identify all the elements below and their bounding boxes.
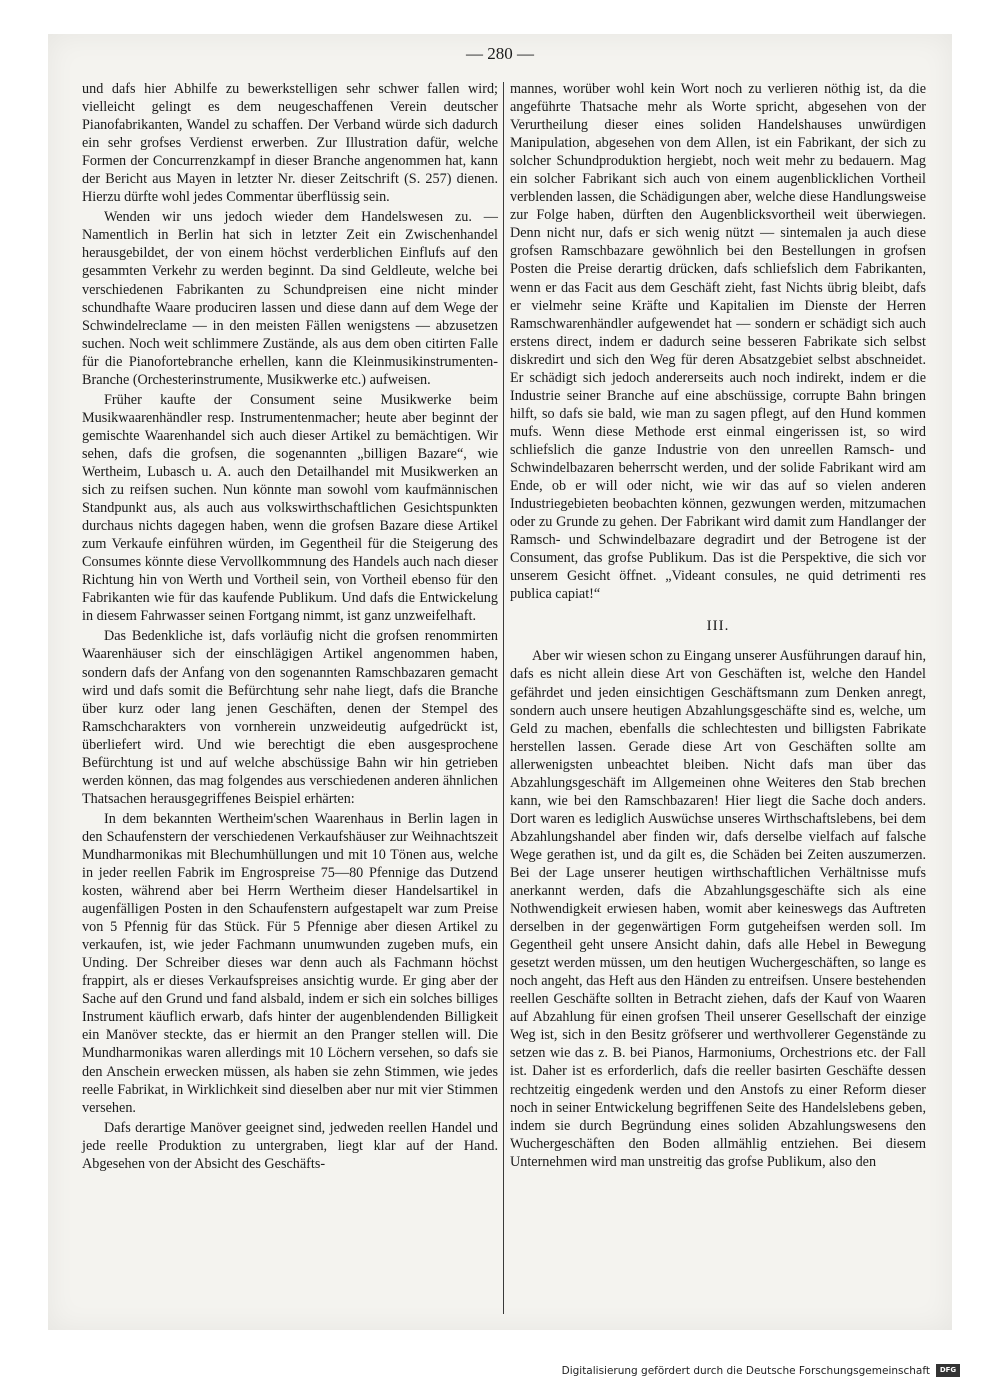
column-divider: [503, 82, 504, 1314]
paragraph: Wenden wir uns jedoch wieder dem Handelswesen zu. — Namentlich in Berlin hat sich in letzter Zeit ein Zwischenhandel herausgebildet, der von einem höchst verderblichen Einflufs auf den gesammten Verkehr zu werden beginnt. Da sind Geldleute, welche bei verschiedenen Fabrikanten zu Schundpreisen eine nicht minder schundhafte Waare produciren lassen und diese dann auf dem Wege der Schwindelreclame — in den meisten Fällen wenigstens — abzusetzen suchen. Noch weit schlimmere Zustände, als aus dem oben citirten Falle für die Pianofortebranche erhellen, kann die Kleinmusikinstrumenten-Branche (Orchesterinstrumente, Musikwerke etc.) aufweisen.: [82, 209, 498, 388]
section-heading: III.: [706, 618, 730, 635]
paragraph: In dem bekannten Wertheim'schen Waarenhaus in Berlin lagen in den Schaufenstern der verschiedenen Verkaufshäuser zur Weihnachtszeit Mundharmonikas mit Blechumhüllungen und mit 10 Tönen aus, welche in jeder reellen Fabrik im Engrospreise 75—80 Pfennige das Dutzend kosten, während aber bei Herrn Wertheim dieser Handelsartikel in augenfälligen Posten in den Schaufenstern aufgestapelt war zum Preise von 5 Pfennig für das Stück. Für 5 Pfennige aber diesen Artikel zu verkaufen, ist, wie jeder Fachmann unumwunden zugeben mufs, ein Unding. Der Schreiber dieses war denn auch als Fachmann höchst frappirt, als er dieses Verkaufspreises ansichtig wurde. Er ging aber der Sache auf den Grund und fand alsbald, indem er sich ein solches billiges Instrument käuflich erwarb, dafs hinter der augenblendenden Billigkeit ein Manöver steckte, das er hiermit an den Pranger stellen will. Die Mundharmonikas waren allerdings mit 10 Löchern versehen, so dafs sie den Anschein erwecken müssen, als haben sie zehn Stimmen, wie jedes reelle Fabrikat, in Wirklichkeit sind dieselben aber nur mit vier Stimmen versehen.: [82, 810, 498, 1116]
paragraph: Dafs derartige Manöver geeignet sind, jedweden reellen Handel und jede reelle Produktion zu untergraben, liegt klar auf der Hand. Abgesehen von der Absicht des Geschäfts-: [82, 1119, 498, 1172]
scanned-page: [48, 34, 952, 1330]
paragraph: Aber wir wiesen schon zu Eingang unserer Ausführungen darauf hin, dafs es nicht allein diese Art von Geschäften ist, welche den Handel gefährdet und jeden einsichtigen Geschäftsmann zum Denken anregt, sondern auch unsere heutigen Abzahlungsgeschäfte sind es, welche, um Geld zu machen, ebenfalls die schlechtesten und billigsten Fabrikate herstellen lassen. Gerade diese Art von Geschäften sollte am allerwenigsten unbeachtet bleiben. Nicht dafs man über das Abzahlungsgeschäft im Allgemeinen ohne Weiteres den Stab brechen kann, wie bei den Ramschbazaren! Hier liegt die Sache doch anders. Dort waren es lediglich Auswüchse unseres Wirthschaftslebens, bei dem Abzahlungshandel aber finden wir, dafs derselbe vielfach auf falsche Wege gerathen ist, und da gilt es, die Schäden bei Zeiten auszumerzen. Bei der Lage unserer heutigen wirthschaftlichen Verhältnisse mufs anerkannt werden, dafs die Abzahlungsgeschäfte sich als eine Nothwendigkeit erwiesen haben, womit aber keineswegs das Auftreten derselben in der gegenwärtigen Form gutgeheifsen werden soll. Im Gegentheil geht unsere Ansicht dahin, dafs alle Hebel in Bewegung gesetzt werden müssen, um den heutigen Wuchergeschäften, so lange es noch angeht, das Heft aus den Händen zu entreifsen. Unsere bestehenden reellen Geschäfte sollten in Betracht ziehen, dafs der Kauf von Waaren auf Abzahlung für einen grofsen Theil unserer Gesellschaft der einzige Weg ist, sich in den Besitz gröfserer und werthvollerer Gegenstände zu setzen wie das z. B. bei Pianos, Harmoniums, Orchestrions etc. der Fall ist. Daher ist es erforderlich, dafs die reeller basirten Geschäfte dessen rechtzeitig eingedenk werden und den Anstofs zu einer Reform dieser noch in seiner Entwickelung begriffenen Seite des Handelslebens geben, indem sie durch Begründung eines soliden Abzahlungswesens den Wuchergeschäften den Boden allmählig entziehen. Bei diesem Unternehmen wird man unstreitig das grofse Publikum, also den: [510, 648, 926, 1170]
paragraph: Das Bedenkliche ist, dafs vorläufig nicht die grofsen renommirten Waarenhäuser sich der einschlägigen Artikel angenommen haben, sondern dafs der Anfang von den sogenannten Ramschbazaren gemacht wird und dafs somit die Befürchtung sehr nahe liegt, dafs die Branche über kurz oder lang jenen Geschäften, denen der Stempel des Ramschcharakters von vornherein unzweideutig aufgedrückt ist, überliefert wird. Und wie berechtigt die eben ausgesprochene Befürchtung ist und auf welche abschüssige Bahn wir hin getrieben werden können, das mag folgendes aus verschiedenen anderen ähnlichen Thatsachen herausgegriffenes Beispiel erhärten:: [82, 628, 498, 807]
right-column: [510, 80, 926, 1171]
paragraph: und dafs hier Abhilfe zu bewerkstelligen sehr schwer fallen wird; vielleicht gelingt es dem neugeschaffenen Verein deutscher Pianofabrikanten, Wandel zu schaffen. Der Verband würde sich dadurch ein sehr grofses Verdienst erwerben. Zur Illustration dafür, welche Formen der Concurrenzkampf in dieser Branche angenommen hat, kann der Bericht aus Mayen in letzter Nr. dieser Zeitschrift (S. 257) dienen. Hierzu dürfte wohl jedes Commentar überflüssig sein.: [82, 81, 498, 206]
page-number: — 280 —: [466, 44, 534, 63]
paragraph: Früher kaufte der Consument seine Musikwerke beim Musikwaarenhändler resp. Instrumentenmacher; heute aber beginnt der gemischte Waarenhandel sich auch dieser Artikel zu bemächtigen. Wir sehen, dafs die grofsen, die sogenannten „billigen Bazare“, wie Wertheim, Lubasch u. A. auch den Detailhandel mit Musikwerken an sich zu reifsen suchen. Nun könnte man sowohl vom kaufmännischen Standpunkt aus, als auch aus volkswirthschaftlichen Gesichtspunkten durchaus nichts dagegen haben, wenn die grofsen Bazare diese Artikel zum Verkaufe einführen würden, im Gegentheil für die Steigerung des Consumes könnte diese Vervollkommnung des Handels auch nach dieser Richtung hin von Werth und Vortheil sein, von Vortheil ebenso für den Fabrikanten wie für das kaufende Publikum. Und dafs die Entwickelung in diesem Fahrwasser seinen Fortgang nimmt, ist ganz unzweifelhaft.: [82, 391, 498, 625]
paragraph: mannes, worüber wohl kein Wort noch zu verlieren nöthig ist, da die angeführte Thatsache mehr als Worte spricht, abgesehen von der Verurtheilung dieser eines soliden Handelshauses unwürdigen Manipulation, abgesehen von dem Allen, ist ein Fabrikant, der sich zu solcher Schundproduktion hergiebt, noch weit mehr zu bedauern. Mag ein solcher Fabrikant sich auch von einem augenblicklichen Vortheil verblenden lassen, die Schädigungen aber, welche diese Handlungsweise zur Folge haben, dürften den Augenblicksvortheil weit überwiegen. Denn nicht nur, dafs er sich wenig nützt — sintemalen ja auch diese grofsen Ramschbazare gewöhnlich bei den Bestellungen in grofsen Posten die Preise derartig drücken, dafs schliefslich dem Fabrikanten, wenn er das Facit aus dem Geschäft zieht, fast Nichts übrig bleibt, dafs er vielmehr seine Kräfte und Kapitalien im Dienste der Herren Ramschwarenhändler aufgewendet hat — sondern er schädigt sich auch erstens direct, indem er dadurch seine besseren Fabrikate sich selbst diskredirt und sich den Weg für deren Absatzgebiet selbst abschneidet. Er schädigt sich jedoch andererseits auch noch indirekt, indem er die Industrie seiner Branche auf eine abschüssige, corrupte Bahn bringen hilft, so dafs sie bald, wie man zu sagen pflegt, auf den Hund kommen mufs. Wenn diese Methode erst einmal eingerissen ist, so wird schliefslich die ganze Industrie von den unreellen Ramsch- und Schwindelbazaren beherrscht werden, und der solide Fabrikant wird am Ende, ob er will oder nicht, wie wir das auf so vielen anderen Industriegebieten beobachten können, gezwungen werden, mitzumachen oder zu Grunde zu gehen. Der Fabrikant wird damit zum Handlanger der Ramsch- und Schwindelbazare degradirt und der Betrogene ist der Consument, das grofse Publikum. Das ist die Perspektive, die sich vor unserem Gesicht öffnet. „Videant consules, ne quid detrimenti res publica capiat!“: [510, 81, 926, 603]
footer-text: Digitalisierung gefördert durch die Deutsche Forschungsgemeinschaft: [561, 1364, 930, 1377]
dfg-logo: DFG: [936, 1364, 960, 1377]
footer: [562, 1364, 960, 1377]
left-column: [82, 80, 498, 1173]
